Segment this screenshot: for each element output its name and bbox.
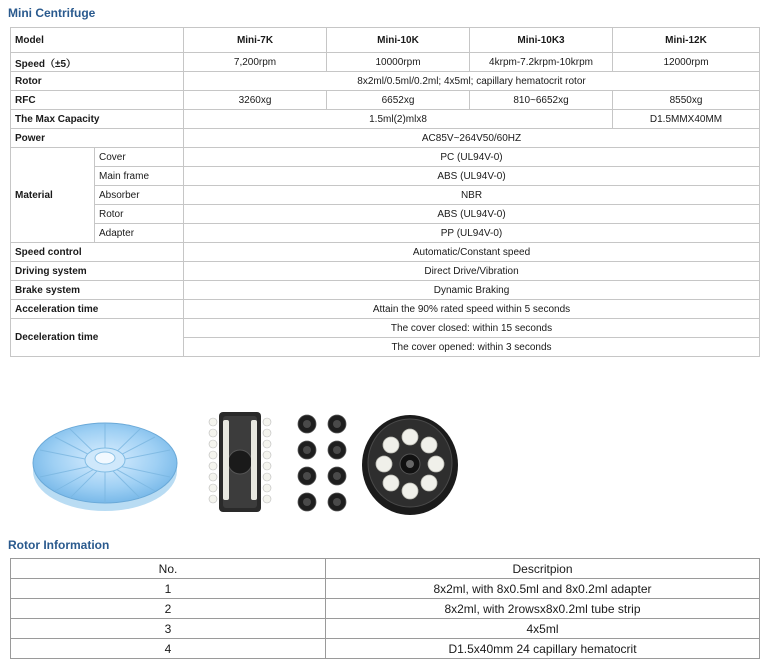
- spec-table: [10, 27, 760, 357]
- row-acceleration-time: [11, 300, 760, 319]
- row-brake-system: [11, 281, 760, 300]
- deceleration-time-label: Deceleration time: [11, 319, 184, 357]
- material-value: NBR: [184, 186, 760, 205]
- driving-system-value: Direct Drive/Vibration: [184, 262, 760, 281]
- power-value: AC85V~264V50/60HZ: [184, 129, 760, 148]
- material-value: ABS (UL94V-0): [184, 167, 760, 186]
- rotor-label: Rotor: [11, 72, 184, 91]
- max-capacity-label: The Max Capacity: [11, 110, 184, 129]
- speed-value: 10000rpm: [327, 53, 470, 72]
- row-model: [11, 28, 760, 53]
- model-mini-10k3: Mini-10K3: [470, 28, 613, 53]
- rfc-label: RFC: [11, 91, 184, 110]
- row-speed: [11, 53, 760, 72]
- material-part: Main frame: [95, 167, 184, 186]
- rfc-value: 8550xg: [613, 91, 760, 110]
- model-label: Model: [11, 28, 184, 53]
- brake-system-label: Brake system: [11, 281, 184, 300]
- rotor-photos: [30, 405, 460, 520]
- material-part: Adapter: [95, 224, 184, 243]
- round-rotor-image: [360, 407, 460, 517]
- rotor-info-table: [10, 558, 760, 659]
- power-label: Power: [11, 129, 184, 148]
- table-row: [11, 579, 760, 599]
- rotor-info-title: Rotor Information: [8, 538, 110, 552]
- rotor-no: 1: [11, 579, 326, 599]
- row-rotor: [11, 72, 760, 91]
- deceleration-closed-value: The cover closed: within 15 seconds: [184, 319, 760, 338]
- deceleration-opened-value: The cover opened: within 3 seconds: [184, 338, 760, 357]
- rotor-desc: 8x2ml, with 8x0.5ml and 8x0.2ml adapter: [326, 579, 760, 599]
- model-mini-7k: Mini-7K: [184, 28, 327, 53]
- rfc-value: 3260xg: [184, 91, 327, 110]
- rfc-value: 810~6652xg: [470, 91, 613, 110]
- speed-control-label: Speed control: [11, 243, 184, 262]
- rfc-value: 6652xg: [327, 91, 470, 110]
- row-deceleration-closed: [11, 319, 760, 338]
- table-header-row: [11, 559, 760, 579]
- material-value: ABS (UL94V-0): [184, 205, 760, 224]
- material-part: Cover: [95, 148, 184, 167]
- row-speed-control: [11, 243, 760, 262]
- acceleration-time-value: Attain the 90% rated speed within 5 seconds: [184, 300, 760, 319]
- row-rfc: [11, 91, 760, 110]
- driving-system-label: Driving system: [11, 262, 184, 281]
- material-part: Absorber: [95, 186, 184, 205]
- acceleration-time-label: Acceleration time: [11, 300, 184, 319]
- material-value: PC (UL94V-0): [184, 148, 760, 167]
- description-header: Descritpion: [326, 559, 760, 579]
- spec-title: Mini Centrifuge: [8, 6, 96, 20]
- adapters-image: [292, 410, 352, 515]
- max-capacity-12k: D1.5MMX40MM: [613, 110, 760, 129]
- model-mini-10k: Mini-10K: [327, 28, 470, 53]
- table-row: [11, 639, 760, 659]
- row-material-main-frame: [11, 167, 760, 186]
- tube-strip-rotor-image: [205, 410, 275, 515]
- speed-value: 12000rpm: [613, 53, 760, 72]
- no-header: No.: [11, 559, 326, 579]
- table-row: [11, 599, 760, 619]
- row-driving-system: [11, 262, 760, 281]
- table-row: [11, 619, 760, 639]
- speed-value: 7,200rpm: [184, 53, 327, 72]
- brake-system-value: Dynamic Braking: [184, 281, 760, 300]
- row-material-adapter: [11, 224, 760, 243]
- rotor-no: 4: [11, 639, 326, 659]
- rotor-value: 8x2ml/0.5ml/0.2ml; 4x5ml; capillary hematocrit rotor: [184, 72, 760, 91]
- row-material-cover: [11, 148, 760, 167]
- rotor-desc: 4x5ml: [326, 619, 760, 639]
- material-part: Rotor: [95, 205, 184, 224]
- speed-label: Speed（±5）: [11, 53, 184, 72]
- material-value: PP (UL94V-0): [184, 224, 760, 243]
- material-label: Material: [11, 148, 95, 243]
- rotor-desc: 8x2ml, with 2rowsx8x0.2ml tube strip: [326, 599, 760, 619]
- max-capacity-value: 1.5ml(2)mlx8: [184, 110, 613, 129]
- speed-value: 4krpm-7.2krpm-10krpm: [470, 53, 613, 72]
- rotor-no: 3: [11, 619, 326, 639]
- row-power: [11, 129, 760, 148]
- row-material-absorber: [11, 186, 760, 205]
- model-mini-12k: Mini-12K: [613, 28, 760, 53]
- row-material-rotor: [11, 205, 760, 224]
- capillary-rotor-image: [30, 405, 180, 520]
- row-max-capacity: [11, 110, 760, 129]
- rotor-no: 2: [11, 599, 326, 619]
- rotor-desc: D1.5x40mm 24 capillary hematocrit: [326, 639, 760, 659]
- speed-control-value: Automatic/Constant speed: [184, 243, 760, 262]
